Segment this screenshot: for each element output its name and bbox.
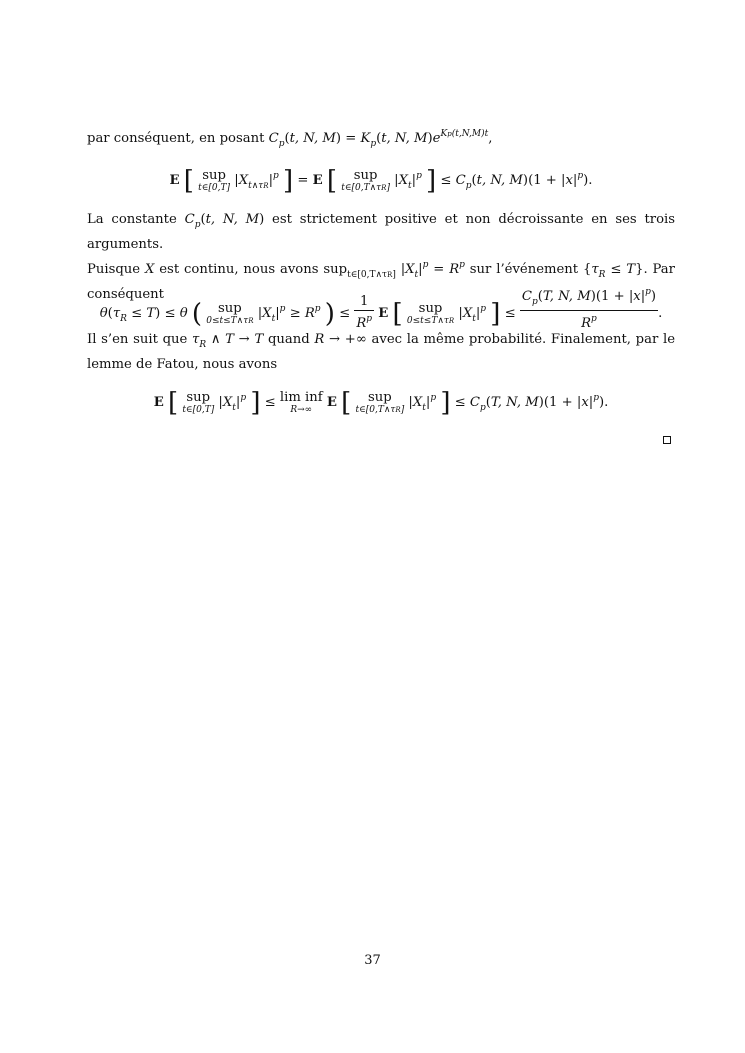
- paragraph-1: [87, 124, 675, 154]
- paragraph-3: [87, 330, 675, 375]
- paragraph-3-line-2: lemme de Fatou, nous avons: [87, 357, 278, 372]
- paragraph-2-line-1: La constante $C_p(t$, N, M) est strictement positive et non décroissante en ses trois arguments.: [87, 212, 675, 252]
- equation-3: E [ sup t∈[0,T] $|X_t|^p$ ] ≤ lim inf R→∞ E [ sup t∈[0,T∧τR] $|X_t|^p$ ] ≤ $C_p(T$, N, $M)(1 + |x|^p)$.: [153, 388, 609, 418]
- paragraph-2-line-3: conséquent: [87, 287, 164, 302]
- equation-1: E [ sup t∈[0,T] $|X_{t\wedge\tau R}|^p$ ] = E [ sup t∈[0,T∧τR] $|X_t|^p$ ] ≤ $C_p(t$, N, $M)(1 + |x|^p)$.: [169, 166, 593, 196]
- paragraph-3-line-1: Il s’en suit que $\tau_R$ ∧ T → T quand R → +∞ avec la même probabilité. Finalement, par le: [87, 332, 676, 350]
- equation-2: $\theta(\tau_R \le T) \le \theta$ ( sup 0≤t≤T∧τR $|X_t|^p \ge R^p$ ) ≤ $\frac{1}{R^p}$ E [ sup 0≤t≤T∧τR $|X_t|^p$ ] ≤ $\frac{C_p(T, N, M)(1 + |x|^p)}{R^p}$ .: [87, 284, 675, 332]
- qed-square-icon: [663, 436, 671, 444]
- paragraph-1-line: par conséquent, en posant $C_p(t$, N, $M) = K_p(t$, N, $M)e^{Kp(t,N,M)t}$,: [87, 129, 493, 149]
- paragraph-2-line-2: Puisque X est continu, nous avons sup$_{t\in[0,T\wedge\tau R]}$ $|X_t|^p = R^p$ sur l’événement $\{\tau_R \le T\}$. Par: [87, 260, 675, 280]
- page-number: 37: [364, 953, 381, 968]
